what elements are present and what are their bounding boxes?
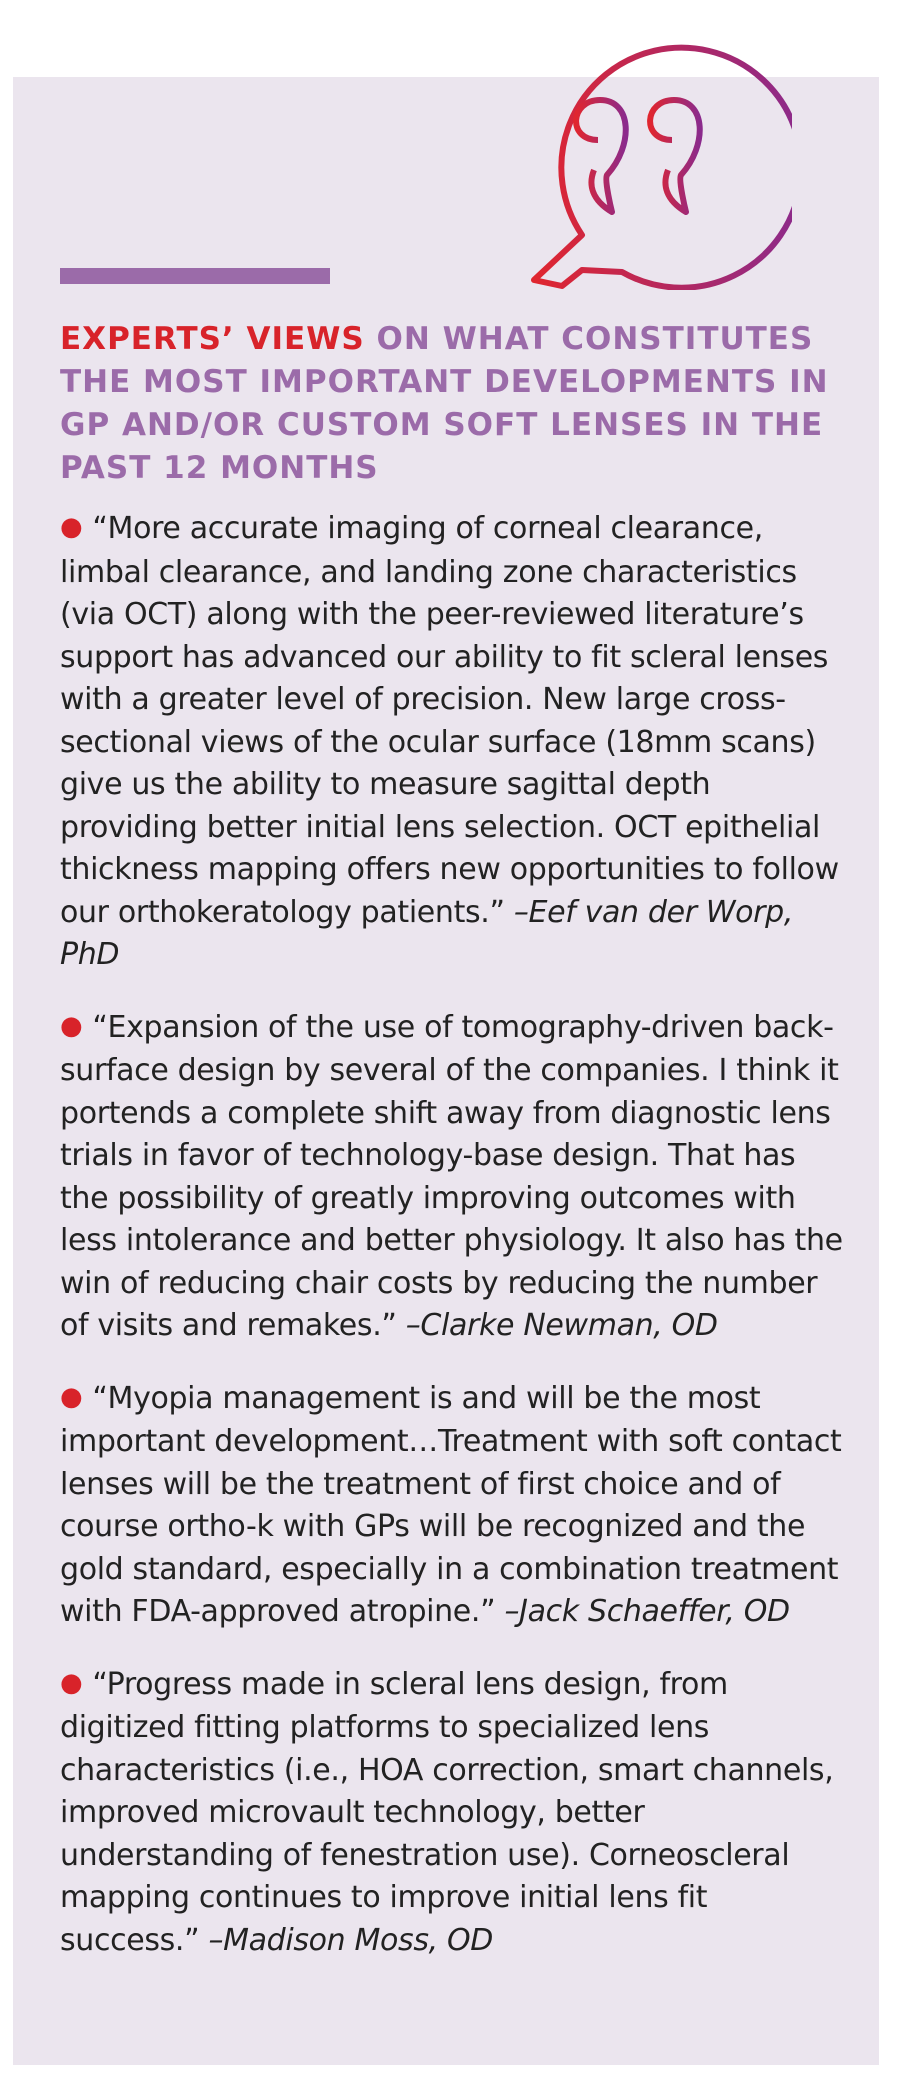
quote-item bbox=[60, 1378, 850, 1634]
quote-attribution: –Jack Schaeffer, OD bbox=[495, 1594, 790, 1629]
section-heading bbox=[60, 318, 850, 490]
bullet-icon: ● bbox=[60, 512, 83, 542]
bullet-icon: ● bbox=[60, 1667, 83, 1698]
heading-rest: ON WHAT CONSTITUTES THE MOST IMPORTANT DEVELOPMENTS IN GP AND/OR CUSTOM SOFT LENSES IN THE PAST 12 MONTHS bbox=[60, 321, 829, 486]
quote-text: “Expansion of the use of tomography-driven back-surface design by several of the companies. I think it portends a complete shift away from diagnostic lens trials in favor of technology-base design. That has the possibility of greatly improving outcomes with less intolerance and better physiology. It also has the win of reducing chair costs by reducing the number of visits and remakes.” bbox=[60, 1009, 843, 1343]
quote-item bbox=[60, 1664, 850, 1963]
bullet-icon: ● bbox=[60, 1010, 83, 1041]
accent-rule bbox=[60, 268, 330, 284]
quote-text: “Myopia management is and will be the most important development…Treatment with soft contact lenses will be the treatment of first choice and of course ortho-k with GPs will be recognized and the gold standard, especially in a combination treatment with FDA-approved atropine.” bbox=[60, 1380, 842, 1629]
quote-item bbox=[60, 508, 850, 977]
quote-item bbox=[60, 1007, 850, 1348]
quote-attribution: –Clarke Newman, OD bbox=[396, 1308, 718, 1343]
bullet-icon: ● bbox=[60, 1381, 83, 1412]
quote-text: “More accurate imaging of corneal clearance, limbal clearance, and landing zone characteristics (via OCT) along with the peer-reviewed literature’s support has advanced our ability to fit scleral lenses with a greater level of precision. New large cross-sectional views of the ocular surface (18mm scans) give us the ability to measure sagittal depth providing better initial lens selection. OCT epithelial thickness mapping offers new opportunities to follow our orthokeratology patients.” bbox=[60, 511, 839, 930]
speech-bubble-quote-icon bbox=[522, 0, 792, 290]
quote-attribution: –Madison Moss, OD bbox=[199, 1922, 493, 1958]
heading-accent: EXPERTS’ VIEWS bbox=[60, 321, 365, 357]
quote-list bbox=[60, 508, 850, 1992]
quote-text: “Progress made in scleral lens design, from digitized fitting platforms to specialized lens characteristics (i.e., HOA correction, smart channels, improved microvault technology, better understanding of fenestration use). Corneoscleral mapping continues to improve initial lens fit success.” bbox=[60, 1666, 834, 1958]
quote-attribution: –Eef van der Worp, PhD bbox=[60, 894, 794, 972]
